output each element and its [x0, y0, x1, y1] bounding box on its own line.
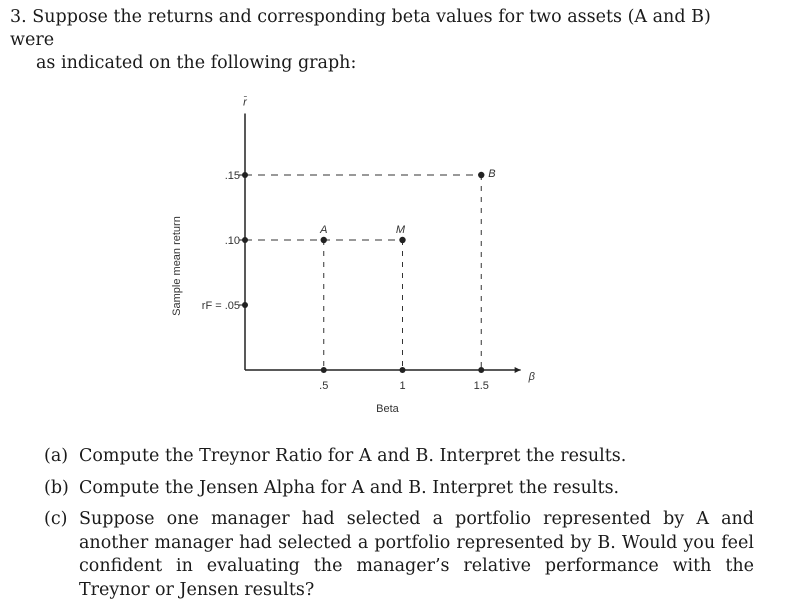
question-b	[44, 477, 754, 501]
x-tick-label: 1	[399, 380, 406, 392]
point-a	[321, 237, 327, 243]
beta-return-chart	[160, 70, 640, 430]
x-axis-arrow	[515, 367, 521, 373]
problem-number: 3.	[10, 7, 27, 27]
data-points	[319, 168, 496, 243]
question-text: Suppose one manager had selected a portfolio represented by A and another manager had selected a portfolio represented by B. Would you feel confident in evaluating the manager’s relative performance with the Treynor or Jensen results?	[79, 509, 754, 600]
question-label: (b)	[44, 477, 69, 498]
x-tick-dot	[400, 367, 406, 373]
point-label-a: A	[320, 224, 328, 236]
question-a	[44, 445, 754, 469]
point-b	[478, 172, 484, 178]
question-list	[44, 445, 754, 610]
dashed-guides	[245, 175, 481, 370]
x-axis-symbol: β	[528, 371, 535, 383]
x-tick-label: 1.5	[473, 380, 489, 392]
point-m	[399, 237, 405, 243]
problem-line-1: Suppose the returns and corresponding beta values for two assets (A and B) were	[10, 7, 711, 50]
question-c	[44, 508, 754, 602]
question-label: (c)	[44, 509, 68, 529]
y-tick-label: .15	[224, 170, 240, 182]
x-tick-label: .5	[319, 380, 329, 392]
problem-line-2: as indicated on the following graph:	[36, 53, 357, 73]
y-axis-label: Sample mean return	[171, 216, 183, 316]
question-label: (a)	[44, 446, 69, 466]
y-ticks	[202, 170, 248, 312]
question-text: Compute the Treynor Ratio for A and B. Interpret the results.	[79, 446, 627, 466]
x-tick-dot	[321, 367, 327, 373]
problem-statement	[10, 6, 750, 75]
point-label-m: M	[395, 224, 406, 236]
y-tick-label: rF = .05	[201, 300, 240, 312]
x-axis-label: Beta	[376, 403, 399, 415]
question-text: Compute the Jensen Alpha for A and B. Interpret the results.	[79, 477, 620, 498]
y-axis-symbol: r̄	[243, 96, 247, 109]
point-label-b: B	[488, 168, 496, 180]
x-tick-dot	[478, 367, 484, 373]
y-tick-label: .10	[224, 235, 240, 247]
